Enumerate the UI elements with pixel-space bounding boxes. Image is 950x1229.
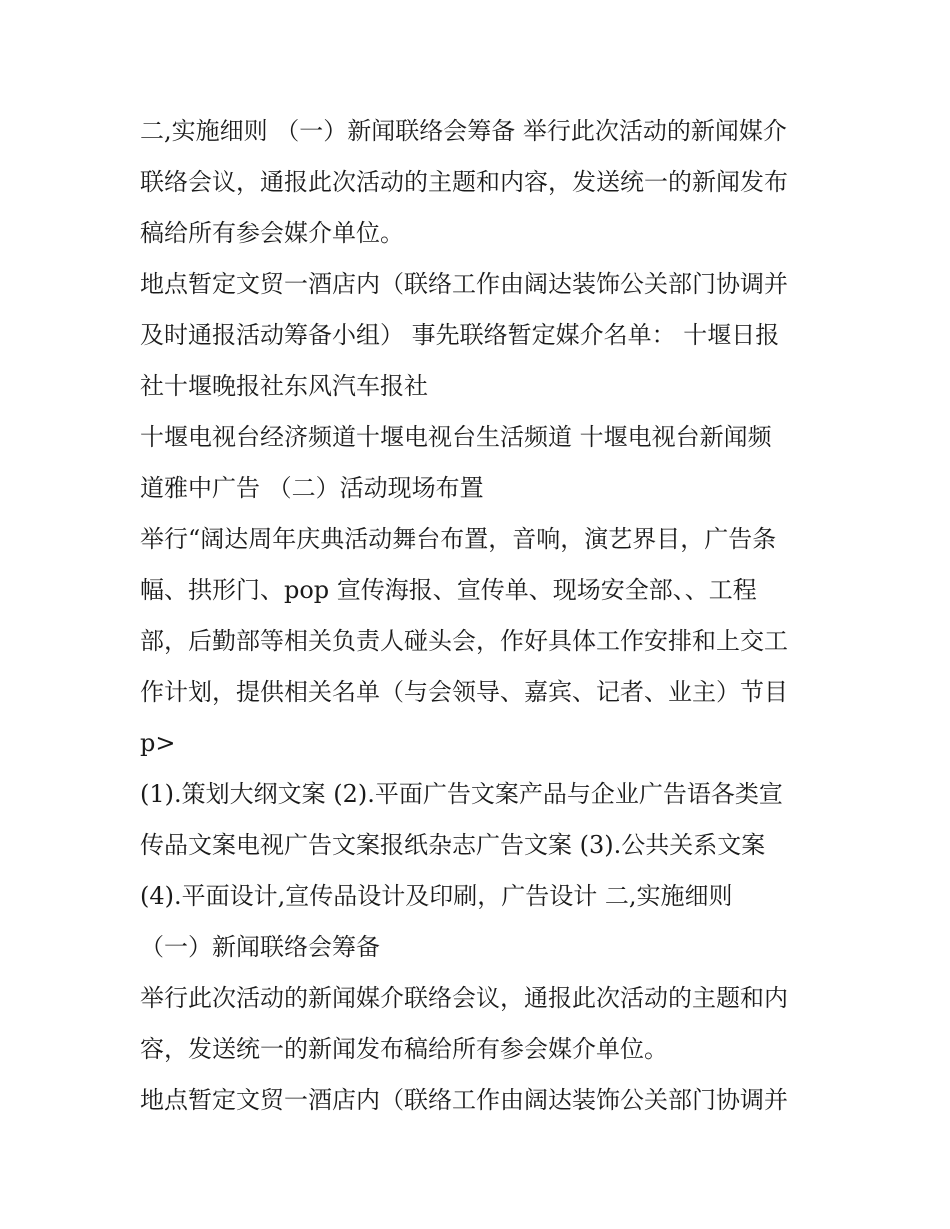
text-line-8: 道雅中广告 （二）活动现场布置	[140, 474, 484, 502]
text-line-6: 社十堰晚报社东风汽车报社	[140, 372, 428, 400]
text-line-1: 二,实施细则 （一）新闻联络会筹备 举行此次活动的新闻媒介	[140, 117, 787, 145]
text-line-16: (4).平面设计,宣传品设计及印刷，广告设计 二,实施细则	[140, 882, 733, 910]
text-line-19: 容，发送统一的新闻发布稿给所有参会媒介单位。	[140, 1035, 668, 1063]
text-line-7: 十堰电视台经济频道十堰电视台生活频道 十堰电视台新闻频	[140, 423, 772, 451]
text-line-12: 作计划，提供相关名单（与会领导、嘉宾、记者、业主）节目	[140, 678, 788, 706]
text-line-9: 举行“阔达周年庆典活动舞台布置，音响，演艺界目，广告条	[140, 525, 777, 553]
text-line-20: 地点暂定文贸一酒店内（联络工作由阔达装饰公关部门协调并	[140, 1086, 788, 1114]
text-line-5: 及时通报活动筹备小组） 事先联络暂定媒介名单： 十堰日报	[140, 321, 780, 349]
text-line-4: 地点暂定文贸一酒店内（联络工作由阔达装饰公关部门协调并	[140, 270, 788, 298]
text-line-10: 幅、拱形门、pop 宣传海报、宣传单、现场安全部、、工程	[140, 576, 757, 604]
text-line-3: 稿给所有参会媒介单位。	[140, 219, 404, 247]
text-line-2: 联络会议，通报此次活动的主题和内容，发送统一的新闻发布	[140, 168, 788, 196]
text-line-18: 举行此次活动的新闻媒介联络会议，通报此次活动的主题和内	[140, 984, 788, 1012]
text-line-14: (1).策划大纲文案 (2).平面广告文案产品与企业广告语各类宣	[140, 780, 783, 808]
text-line-13: p>	[140, 729, 176, 757]
text-line-17: （一）新闻联络会筹备	[140, 933, 380, 961]
text-line-11: 部，后勤部等相关负责人碰头会，作好具体工作安排和上交工	[140, 627, 788, 655]
text-line-15: 传品文案电视广告文案报纸杂志广告文案 (3).公共关系文案	[140, 831, 766, 859]
document-body	[140, 106, 820, 1126]
